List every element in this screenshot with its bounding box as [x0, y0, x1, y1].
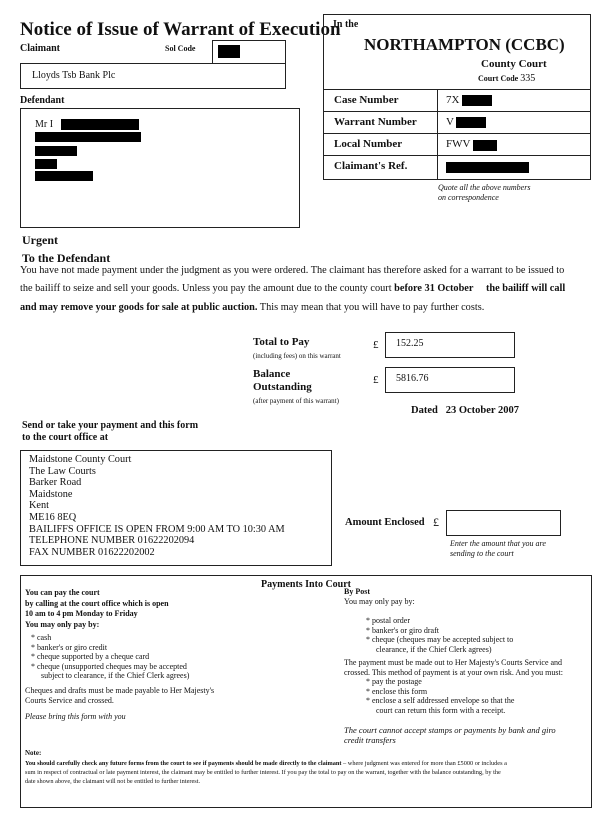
note-text: You should carefully check any future forms from the court to see if payments should be made directly to the claimant – where judgment was entered for more than £5000 or includes a sum in respect of contractual or late payment interest, the claimant may be entitled to further interest. If you pay the total to pay on the warrant, together with the balance outstanding, by the date shown above, the claimant will not be entitled to further interest.	[25, 760, 507, 785]
row-label: Local Number	[334, 138, 403, 150]
redaction	[61, 119, 139, 130]
bring-form-note: Please bring this form with you	[25, 712, 126, 721]
list-item: The Law Courts	[29, 465, 96, 477]
payments-title: Payments Into Court	[261, 579, 351, 590]
total-field	[385, 332, 515, 358]
court-code: 335	[520, 73, 536, 84]
list-item: * cheque supported by a cheque card	[31, 652, 150, 661]
sol-code-label: Sol Code	[165, 44, 196, 53]
by-post-heading: By Post	[344, 587, 370, 596]
list-item: You can pay the court	[25, 588, 100, 597]
case-number-row	[324, 89, 590, 111]
address-lines	[29, 454, 285, 558]
list-item: by calling at the court office which is open	[25, 598, 169, 608]
notice-line-1: You have not made payment under the judgment as you were ordered. The claimant has therefore asked for a warrant to be issued to	[20, 265, 565, 276]
payments-into-court-box	[20, 575, 592, 808]
redaction	[218, 45, 240, 58]
list-item: * enclose this form	[366, 686, 428, 696]
row-label: Case Number	[334, 94, 399, 106]
list-item: clearance, if the Chief Clerk agrees)	[376, 644, 492, 654]
dated: Dated 23 October 2007	[411, 405, 520, 416]
balance-field	[385, 367, 515, 393]
row-value: FWV	[446, 138, 471, 150]
list-item: * cheque (unsupported cheques may be accepted	[31, 661, 187, 671]
notice-line-2-end: the bailiff will call	[486, 283, 566, 294]
court-name: NORTHAMPTON (CCBC)	[364, 35, 565, 54]
redaction	[35, 159, 57, 169]
quote-note: Quote all the above numbers on correspondence	[438, 183, 531, 202]
urgent-heading: Urgent	[22, 233, 58, 247]
total-label: Total to Pay	[253, 336, 310, 348]
list-item: TELEPHONE NUMBER 01622202094	[29, 535, 195, 547]
court-office-address	[20, 450, 332, 566]
redaction	[446, 162, 529, 173]
post-methods	[366, 616, 513, 654]
list-item: Kent	[29, 500, 50, 512]
post-payment-note: The payment must be made out to Her Majesty's Courts Service and crossed. This method of payment is at your own risk. And you must:	[344, 658, 563, 677]
list-item: subject to clearance, if the Chief Clerk agrees)	[41, 671, 190, 680]
amount-enclosed-label: Amount Enclosed	[345, 517, 425, 528]
list-item: * enclose a self addressed envelope so that the	[366, 696, 515, 705]
amount-enclosed-note: Enter the amount that you are sending to the court	[450, 539, 546, 558]
claimants-ref-row	[324, 155, 590, 180]
currency-symbol: £	[373, 374, 379, 386]
post-requirements	[366, 677, 514, 715]
currency-symbol: £	[373, 339, 379, 351]
defendant-name: Mr I	[35, 119, 54, 130]
list-item: Barker Road	[29, 477, 82, 489]
list-item: Maidstone	[29, 488, 73, 500]
in-the-label: In the	[333, 19, 359, 30]
sol-code-field	[212, 40, 286, 64]
list-item: 10 am to 4 pm Monday to Friday	[25, 609, 138, 618]
table-divider	[437, 89, 438, 180]
row-label: Warrant Number	[334, 116, 417, 128]
redaction	[462, 95, 492, 106]
redaction	[35, 146, 77, 156]
list-item: court can return this form with a receipt.	[376, 705, 506, 715]
list-item: * cash	[31, 633, 52, 642]
court-type: County Court	[481, 58, 547, 70]
list-item: * banker's or giro draft	[366, 625, 439, 635]
claimant-box	[20, 63, 286, 89]
list-item: BAILIFFS OFFICE IS OPEN FROM 9:00 AM TO 10:30 AM	[29, 523, 285, 535]
redaction	[456, 117, 486, 128]
total-value: 152.25	[396, 338, 424, 349]
row-label: Claimant's Ref.	[334, 160, 408, 172]
list-item: * banker's or giro credit	[31, 642, 108, 652]
list-item: * pay the postage	[366, 677, 422, 686]
court-box	[323, 14, 591, 180]
redaction	[473, 140, 497, 151]
list-item: * cheque (cheques may be accepted subject to	[366, 635, 514, 644]
list-item: FAX NUMBER 01622202002	[29, 546, 155, 558]
amount-enclosed-input[interactable]	[446, 510, 561, 536]
claimant-name: Lloyds Tsb Bank Plc	[32, 70, 116, 81]
cheques-note: Cheques and drafts must be made payable to Her Majesty's Courts Service and crossed.	[25, 686, 215, 705]
no-stamps-note: The court cannot accept stamps or payments by bank and giro credit transfers	[344, 725, 556, 745]
redaction	[35, 171, 93, 181]
currency-symbol: £	[433, 515, 439, 529]
list-item: ME16 8EQ	[29, 511, 77, 523]
row-value: V	[446, 116, 454, 128]
list-item: You may only pay by:	[25, 619, 100, 629]
redaction	[35, 132, 141, 142]
warrant-number-row	[324, 111, 590, 133]
send-instructions: Send or take your payment and this form to the court office at	[22, 420, 199, 443]
list-item: * postal order	[366, 616, 410, 625]
balance-sub: (after payment of this warrant)	[253, 397, 339, 405]
notice-line-2: the bailiff to seize and sell your goods. Unless you pay the amount due to the county court before 31 October	[20, 283, 474, 294]
in-person-heading	[25, 588, 169, 630]
page-title: Notice of Issue of Warrant of Execution	[20, 19, 341, 40]
to-defendant-heading: To the Defendant	[22, 251, 111, 265]
balance-value: 5816.76	[396, 373, 429, 384]
court-code-label: Court Code	[478, 74, 519, 83]
notice-line-3: and may remove your goods for sale at public auction. This may mean that you will have to pay further costs.	[20, 302, 485, 313]
defendant-box	[20, 108, 300, 228]
row-value: 7X	[446, 94, 460, 106]
defendant-label: Defendant	[20, 95, 65, 106]
total-sub: (including fees) on this warrant	[253, 352, 341, 360]
balance-label: Balance Outstanding	[253, 368, 312, 393]
in-person-methods	[31, 633, 189, 681]
by-post-sub: You may only pay by:	[344, 597, 415, 606]
note-label: Note:	[25, 749, 42, 757]
list-item: Maidstone County Court	[29, 454, 132, 465]
claimant-label: Claimant	[20, 43, 60, 54]
local-number-row	[324, 133, 590, 155]
